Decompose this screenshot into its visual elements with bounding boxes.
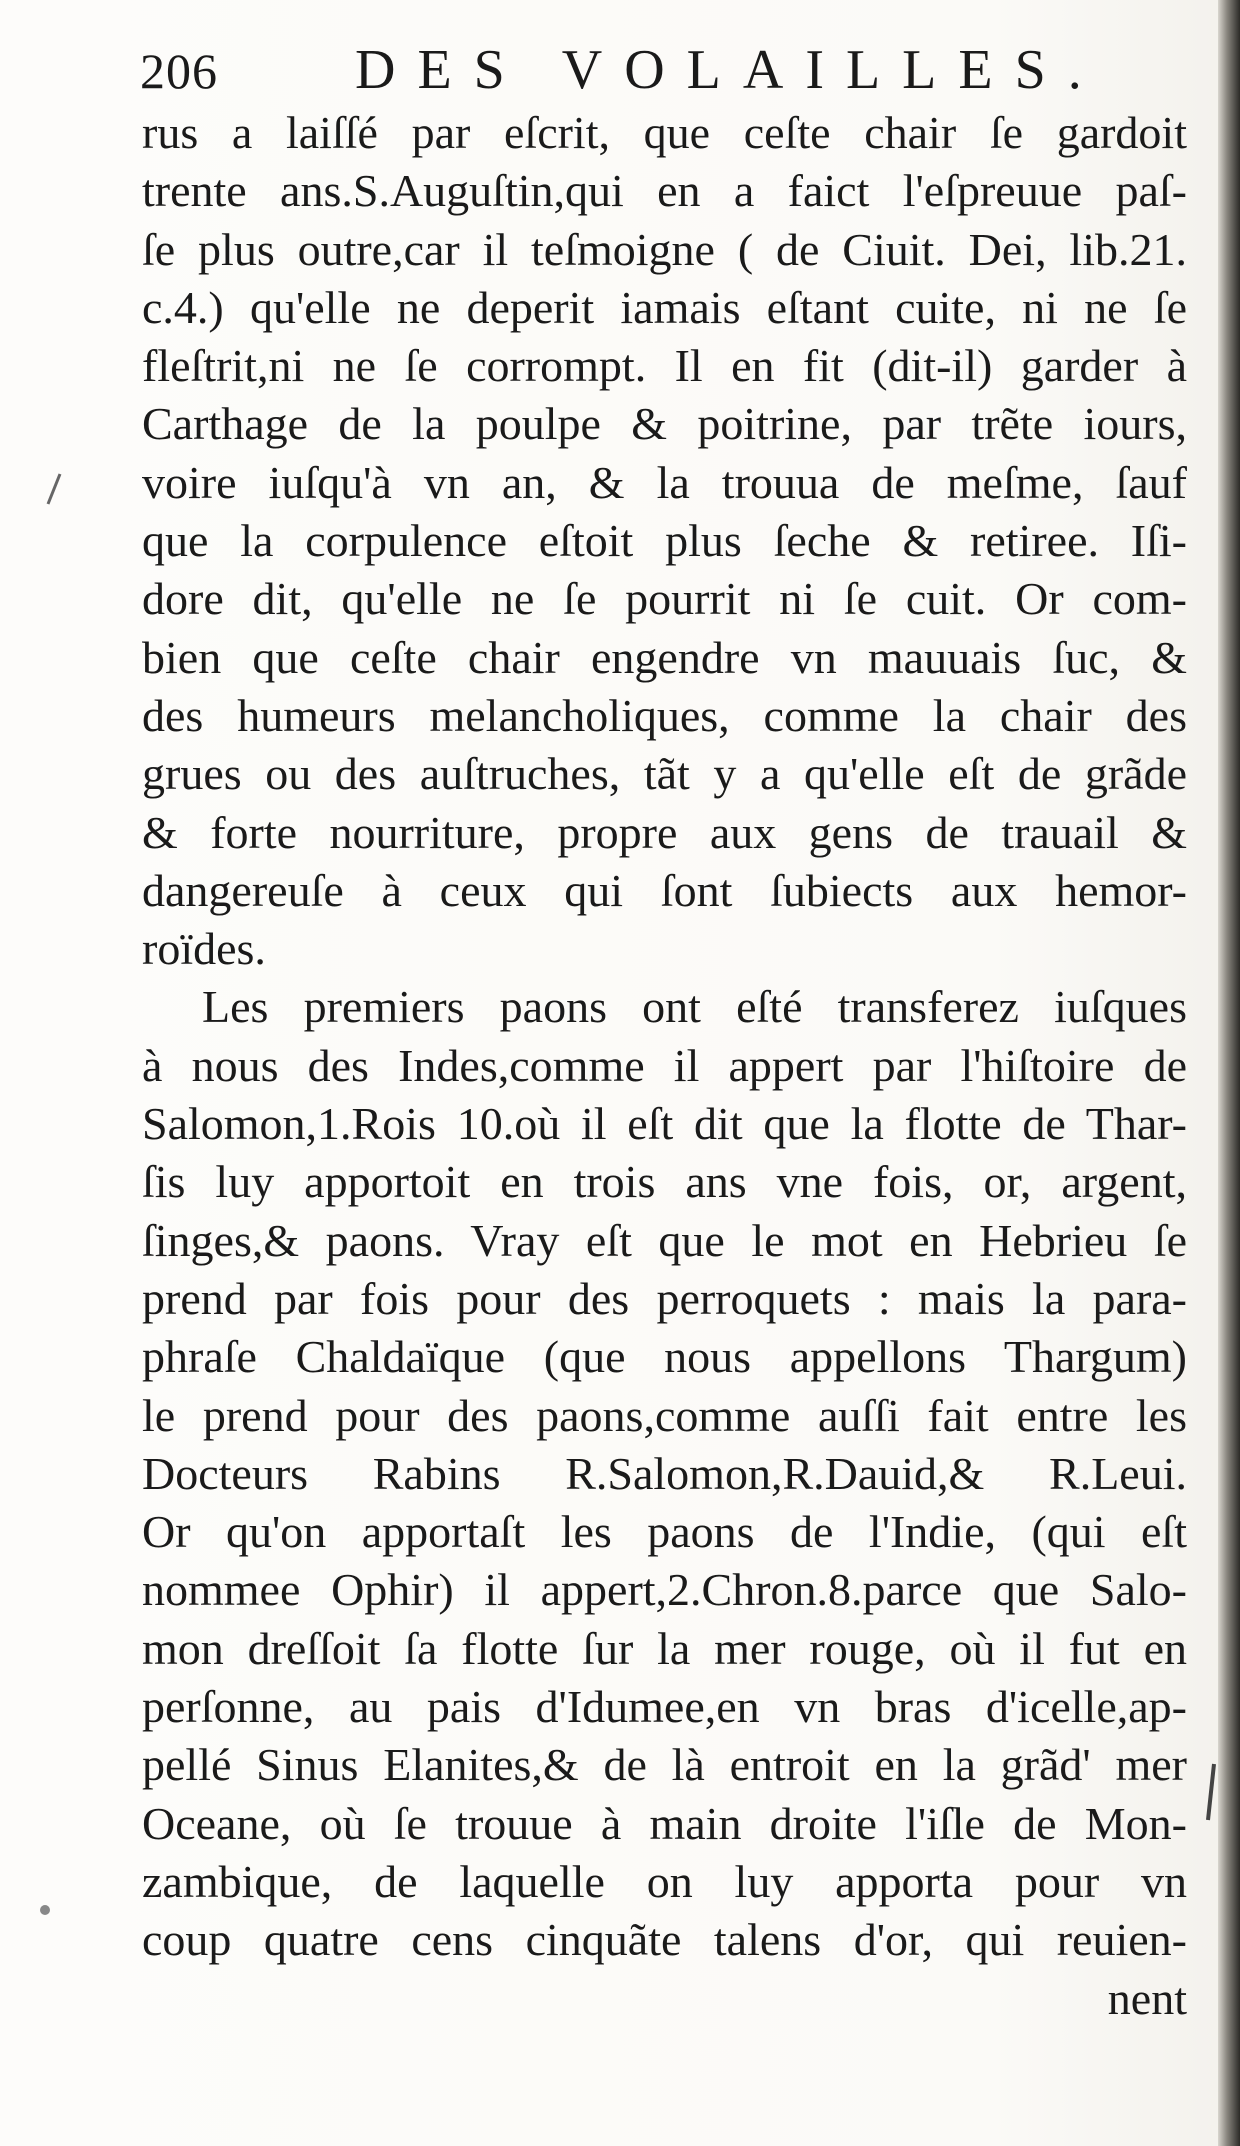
margin-speck-mark [30, 1890, 60, 1930]
text-line: dore dit, qu'elle ne ſe pourrit ni ſe cuit. Or com- [142, 573, 1187, 625]
text-line: phraſe Chaldaïque (que nous appellons Thargum) [142, 1331, 1187, 1383]
page-header [140, 36, 1170, 106]
text-line: coup quatre cens cinquãte talens d'or, qui reuien- [142, 1914, 1187, 1966]
text-line: ſinges,& paons. Vray eſt que le mot en Hebrieu ſe [142, 1214, 1187, 1266]
text-line: prend par fois pour des perroquets : mais la para- [142, 1272, 1187, 1324]
text-line: nommee Ophir) il appert,2.Chron.8.parce que Salo- [142, 1564, 1187, 1616]
text-line: ſis luy apportoit en trois ans vne fois, or, argent, [142, 1156, 1187, 1208]
text-line: roïdes. [142, 923, 266, 975]
text-line: c.4.) qu'elle ne deperit iamais eſtant cuite, ni ne ſe [142, 281, 1187, 333]
text-line: mon dreſſoit ſa flotte ſur la mer rouge, où il fut en [142, 1622, 1187, 1674]
text-line: ſe plus outre,car il teſmoigne ( de Ciuit. Dei, lib.21. [142, 223, 1187, 275]
text-line: voire iuſqu'à vn an, & la trouua de meſme, ſauf [142, 456, 1187, 508]
paragraph-start-line: Les premiers paons ont eſté transferez iuſques [202, 981, 1187, 1033]
page-number: 206 [140, 43, 218, 99]
catchword: nent [1107, 1972, 1187, 2024]
text-line: des humeurs melancholiques, comme la chair des [142, 689, 1187, 741]
margin-stroke-mark [40, 470, 70, 510]
margin-stroke-mark [1196, 1760, 1226, 1830]
text-line: le prend pour des paons,comme auſſi fait entre les [142, 1389, 1187, 1441]
text-line: grues ou des auſtruches, tãt y a qu'elle eſt de grãde [142, 748, 1187, 800]
text-line: Carthage de la poulpe & poitrine, par trẽte iours, [142, 398, 1187, 450]
text-line: rus a laiſſé par eſcrit, que ceſte chair ſe gardoit [142, 107, 1187, 158]
text-line: que la corpulence eſtoit plus ſeche & retiree. Iſi- [142, 515, 1187, 567]
text-line: fleſtrit,ni ne ſe corrompt. Il en fit (dit-il) garder à [142, 340, 1187, 392]
text-line: & forte nourriture, propre aux gens de trauail & [142, 806, 1187, 858]
text-line: Docteurs Rabins R.Salomon,R.Dauid,& R.Leui. [142, 1447, 1187, 1499]
text-line: bien que ceſte chair engendre vn mauuais ſuc, & [142, 631, 1187, 683]
text-line: zambique, de laquelle on luy apporta pour vn [142, 1855, 1187, 1907]
text-line: trente ans.S.Auguſtin,qui en a faict l'eſpreuue paſ- [142, 165, 1187, 217]
body-text [142, 104, 1187, 2028]
text-line: à nous des Indes,comme il appert par l'hiſtoire de [142, 1039, 1187, 1091]
text-line: pellé Sinus Elanites,& de là entroit en la grãd' mer [142, 1739, 1187, 1791]
text-line: Oceane, où ſe trouue à main droite l'iſle de Mon- [142, 1797, 1187, 1849]
text-line: Salomon,1.Rois 10.où il eſt dit que la flotte de Thar- [142, 1098, 1187, 1150]
text-line: Or qu'on apportaſt les paons de l'Indie, (qui eſt [142, 1506, 1187, 1558]
text-line: dangereuſe à ceux qui ſont ſubiects aux hemor- [142, 864, 1187, 916]
text-line: perſonne, au pais d'Idumee,en vn bras d'icelle,ap- [142, 1681, 1187, 1733]
running-title: DES VOLAILLES. [355, 39, 1104, 101]
